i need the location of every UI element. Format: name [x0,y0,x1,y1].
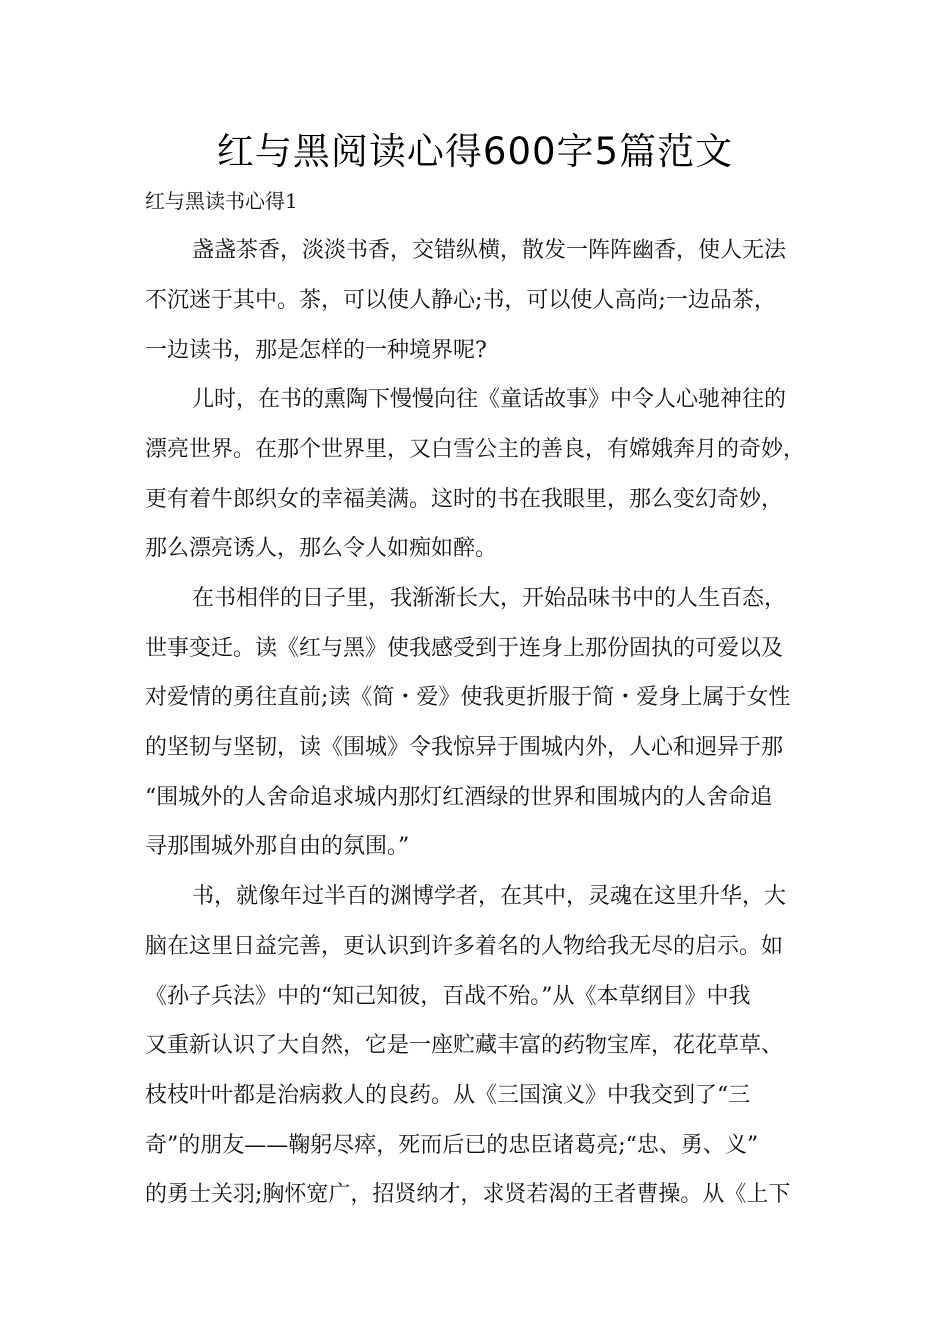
text-line: 奇”的朋友——鞠躬尽瘁，死而后已的忠臣诸葛亮;“忠、勇、义” [145,1133,759,1158]
text-line: 漂亮世界。在那个世界里，又白雪公主的善良，有嫦娥奔月的奇妙， [145,437,806,462]
text-line: 又重新认识了大自然，它是一座贮藏丰富的药物宝库，花花草草、 [145,1033,784,1058]
text-line: 书，就像年过半百的渊博学者，在其中，灵魂在这里升华，大 [192,884,787,909]
text-line: “围城外的人舍命追求城内那灯红酒绿的世界和围城内的人舍命追 [145,785,773,810]
text-line: 寻那围城外那自由的氛围。” [145,834,410,859]
text-line: 脑在这里日益完善，更认识到许多着名的人物给我无尽的启示。如 [145,934,784,959]
text-line: 世事变迁。读《红与黑》使我感受到于连身上那份固执的可爱以及 [145,636,784,661]
text-line: 在书相伴的日子里，我渐渐长大，开始品味书中的人生百态， [192,586,787,611]
section-heading: 红与黑读书心得1 [145,189,298,213]
text-line: 不沉迷于其中。茶，可以使人静心;书，可以使人高尚;一边品茶， [145,288,776,313]
document-title: 红与黑阅读心得600字5篇范文 [216,130,734,173]
text-line: 盏盏茶香，淡淡书香，交错纵横，散发一阵阵幽香，使人无法 [192,238,787,263]
text-line: 对爱情的勇往直前;读《简・爱》使我更折服于简・爱身上属于女性 [145,685,791,710]
text-line: 更有着牛郎织女的幸福美满。这时的书在我眼里，那么变幻奇妙， [145,487,784,512]
text-line: 那么漂亮诱人，那么令人如痴如醉。 [145,536,498,561]
text-line: 《孙子兵法》中的“知己知彼，百战不殆。”从《本草纲目》中我 [145,984,751,1009]
text-line: 一边读书，那是怎样的一种境界呢? [145,338,487,363]
text-line: 的坚韧与坚韧，读《围城》令我惊异于围城内外，人心和迥异于那 [145,735,784,760]
text-line: 儿时，在书的熏陶下慢慢向往《童话故事》中令人心驰神往的 [192,387,787,412]
text-line: 的勇士关羽;胸怀宽广，招贤纳才，求贤若渴的王者曹操。从《上下 [145,1182,791,1207]
text-line: 枝枝叶叶都是治病救人的良药。从《三国演义》中我交到了“三 [145,1083,751,1108]
